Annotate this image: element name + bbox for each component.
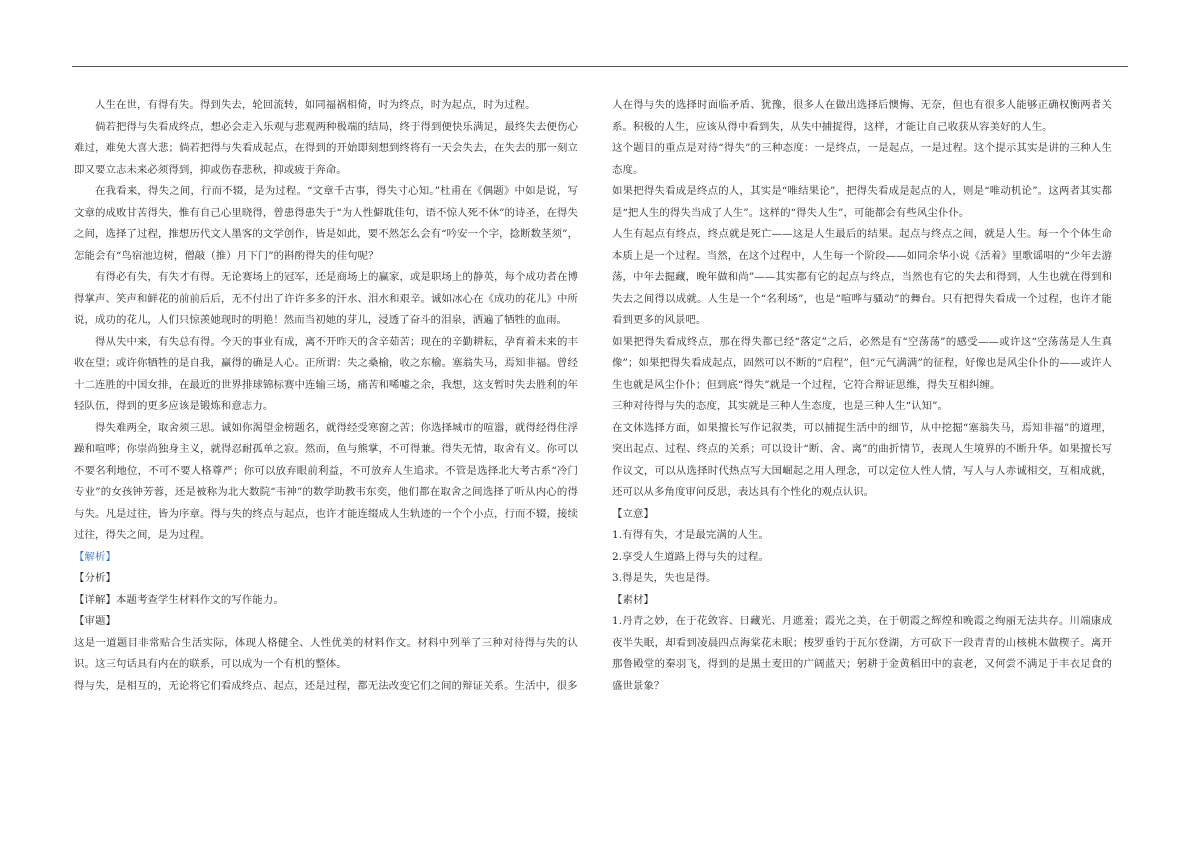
section-label-fenxi: 【分析】 bbox=[74, 572, 116, 584]
idea-item: 2.享受人生道路上得与失的过程。 bbox=[612, 550, 769, 563]
essay-paragraph: 得从失中来，有失总有得。今天的事业有成，离不开昨天的含辛茹苦；现在的辛勤耕耘，孕育着未来的丰收在望；或许你牺牲的是自我，赢得的确是人心。正所谓：失之桑榆，收之东榆。塞翁失马，焉知非福。曾经十二连胜的中国女排，在最近的世界排球锦标赛中连输三场，痛苦和唏嘘之余，我想，这支暂时失去胜利的年轻队伍，得到的更多应该是锻炼和意志力。 bbox=[74, 335, 578, 412]
essay-paragraph: 在我看来，得失之间，行而不辍，是为过程。“文章千古事，得失寸心知。”杜甫在《偶题》中如是说，写文章的成败甘苦得失，惟有自己心里晓得，曾患得患失于“为人性僻耽佳句，语不惊人死不休”的诗圣，在得失之间，选择了过程，推想历代文人墨客的文学创作，皆是如此，要不然怎么会有“吟安一个字，捻断数茎须”，怎能会有“鸟宿池边树，僧敲（推）月下门”的斟酌得失的佳句呢？ bbox=[74, 185, 578, 262]
essay-paragraph: 得失难两全，取舍须三思。诚如你渴望金榜题名，就得经受寒窗之苦；你选择城市的喧嚣，就得经得住浮躁和喧哗；你崇尚独身主义，就得忍耐孤单之寂。然而，鱼与熊掌，不可得兼。得失无情，取舍有义。你可以不要名利地位，不可不要人格尊严；你可以放弃眼前利益，不可放弃人生追求。不管是选择北大考古系“冷门专业”的女孩钟芳蓉，还是被称为北大数院“韦神”的数学助教韦东奕，他们都在取舍之间选择了听从内心的得与失。凡是过往，皆为序章。得与失的终点与起点，也许才能连缀成人生轨迹的一个个小点，行而不辍，接续过往，得失之间，是为过程。 bbox=[74, 421, 578, 541]
analysis-paragraph: 人生有起点有终点，终点就是死亡——这是人生最后的结果。起点与终点之间，就是人生。每一个个体生命本质上是一个过程。当然，在这个过程中，人生每一个阶段——如同余华小说《活着》里歌谣唱的“少年去游荡，中年去掘藏，晚年做和尚”——其实都有它的起点与终点，当然也有它的失去和得到，人生也就在得到和失去之间得以成就。人生是一个“名利场”，也是“喧哗与骚动”的舞台。只有把得失看成一个过程，也许才能看到更多的风景吧。 bbox=[612, 228, 1112, 326]
section-label-sucai: 【素材】 bbox=[612, 593, 654, 606]
analysis-paragraph: 这个题目的重点是对待“得失”的三种态度：一是终点，一是起点，一是过程。这个提示其实是讲的三种人生态度。 bbox=[612, 142, 1112, 176]
analysis-paragraph: 得与失，是相互的，无论将它们看成终点、起点，还是过程，都无法改变它们之间的辩证关系。生活中，很多 bbox=[74, 679, 578, 692]
analysis-paragraph: 如果把得失看成是终点的人，其实是“唯结果论”，把得失看成是起点的人，则是“唯动机论”。这两者其实都是“把人生的得失当成了人生”。这样的“得失人生”，可能都会有些风尘仆仆。 bbox=[612, 185, 1112, 219]
idea-item: 3.得是失，失也是得。 bbox=[612, 572, 717, 584]
essay-paragraph: 有得必有失，有失才有得。无论赛场上的冠军，还是商场上的赢家，或是职场上的静英，每个成功者在博得掌声、笑声和鲜花的前前后后，无不付出了许许多多的汗水、泪水和艰辛。诚如冰心在《成功的花儿》中所说，成功的花儿，人们只惊羡她现时的明艳！然而当初她的芽儿，浸透了奋斗的泪泉，洒遍了牺牲的血雨。 bbox=[74, 271, 578, 326]
section-label-xiangjie: 【详解】本题考查学生材料作文的写作能力。 bbox=[74, 593, 284, 606]
material-paragraph: 1.丹青之妙，在于花敛容、日藏光、月遮羞；霞光之美，在于朝霞之辉煌和晚霞之绚丽无法共存。川端康成夜半失眠，却看到凌晨四点海棠花未眠；梭罗垂钓于瓦尔登湖，方可砍下一段青青的山核桃木做楔子。离开那鲁殿堂的秦羽飞，得到的是黑土麦田的广阔蓝天；躬耕于金黄稻田中的袁老，又何尝不满足于丰衣足食的盛世景象？ bbox=[612, 615, 1112, 692]
right-column bbox=[612, 95, 1112, 697]
analysis-paragraph: 这是一道题目非常贴合生活实际，体现人格健全、人性优美的材料作文。材料中列举了三种对待得与失的认识。这三句话具有内在的联系，可以成为一个有机的整体。 bbox=[74, 636, 578, 670]
analysis-heading: 【解析】 bbox=[74, 550, 116, 563]
idea-item: 1.有得有失，才是最完满的人生。 bbox=[612, 529, 769, 541]
section-label-shenti: 【审题】 bbox=[74, 615, 116, 627]
header-rule bbox=[72, 66, 1128, 67]
analysis-paragraph: 人在得与失的选择时面临矛盾、犹豫，很多人在做出选择后懊悔、无奈，但也有很多人能够正确权衡两者关系。积极的人生，应该从得中看到失，从失中捕捉得，这样，才能让自己收获从容美好的人生。 bbox=[612, 99, 1112, 133]
analysis-paragraph: 在文体选择方面，如果擅长写作记叙类，可以捕捉生活中的细节，从中挖掘“塞翁失马，焉知非福”的道理，突出起点、过程、终点的关系；可以设计“断、舍、离”的曲折情节，表现人生境界的不断升华。如果擅长写作议文，可以从选择时代热点写大国崛起之用人理念，可以定位人性人情，写人与人赤诚相交，互相成就，还可以从多角度审问反思，表达具有个性化的观点认识。 bbox=[612, 421, 1112, 498]
essay-paragraph: 人生在世，有得有失。得到失去，轮回流转，如同福祸相倚，时为终点，时为起点，时为过程。 bbox=[95, 99, 536, 111]
essay-paragraph: 倘若把得与失看成终点，想必会走入乐观与悲观两种极端的结局，终于得到便快乐满足，最终失去便伤心难过，难免大喜大悲；倘若把得与失看成起点，在得到的开始即刻想到终将有一天会失去，在失去的那一刻立即又要立志未来必须得到，抑或伤春悲秋，抑或疲于奔命。 bbox=[74, 120, 578, 176]
analysis-paragraph: 如果把得失看成终点，那在得失都已经“落定”之后，必然是有“空荡荡”的感受——或许这“空荡荡是人生真像”；如果把得失看成起点，固然可以不断的“启程”，但“元气满满”的征程，好像也是风尘仆仆的——或许人生也就是风尘仆仆；但到底“得失”就是一个过程，它符合辩证思维，得失互相纠缠。 bbox=[612, 335, 1112, 391]
analysis-paragraph: 三种对待得与失的态度，其实就是三种人生态度，也是三种人生“认知”。 bbox=[612, 400, 949, 412]
section-label-liyi: 【立意】 bbox=[612, 507, 654, 520]
left-column bbox=[74, 95, 578, 697]
